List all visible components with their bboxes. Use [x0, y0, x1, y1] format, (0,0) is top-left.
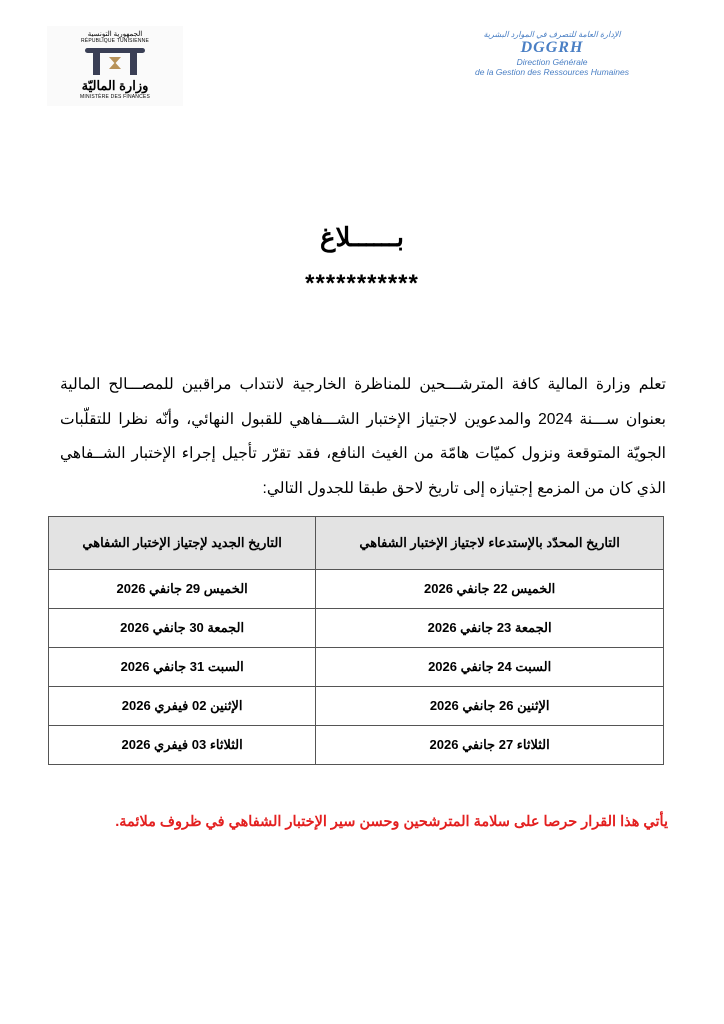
table-row	[49, 726, 664, 765]
logo-country-arabic: الجمهورية التونسية	[87, 31, 143, 38]
column-emblem-icon	[85, 48, 145, 76]
original-date: الخميس 22 جانفي 2026	[316, 570, 664, 609]
dggrh-french-line2: de la Gestion des Ressources Humaines	[474, 67, 630, 77]
original-date: السبت 24 جانفي 2026	[316, 648, 664, 687]
table-header-row	[49, 517, 664, 570]
table-row	[49, 609, 664, 648]
title-separator: ***********	[305, 270, 419, 297]
original-date: الإثنين 26 جانفي 2026	[316, 687, 664, 726]
footer-note: يأتي هذا القرار حرصا على سلامة المترشحين وحسن سير الإختبار الشفاهي في ظروف ملائمة.	[115, 814, 668, 830]
new-date: السبت 31 جانفي 2026	[49, 648, 316, 687]
new-date: الإثنين 02 فيفري 2026	[49, 687, 316, 726]
original-date: الجمعة 23 جانفي 2026	[316, 609, 664, 648]
logo-ministry-arabic: وزارة الماليّة	[81, 78, 149, 93]
dggrh-acronym: DGGRH	[520, 39, 584, 56]
table-row	[49, 687, 664, 726]
new-date: الخميس 29 جانفي 2026	[49, 570, 316, 609]
announcement-body: تعلم وزارة المالية كافة المترشـــحين للمناظرة الخارجية لانتداب مراقبين للمصـــالح المالية بعنوان ســـنة 2024 والمدعوين لاجتياز الإختبار الشـــفاهي للقبول النهائي، وأنّه نظرا للتقلّبات الجويّة المتوقعة ونزول كميّات هامّة من الغيث النافع، فقد تقرّر تأجيل إجراء الإختبار الشــفاهي الذي كان من المزمع إجتيازه إلى تاريخ لاحق طبقا للجدول التالي:	[60, 376, 666, 497]
new-date: الجمعة 30 جانفي 2026	[49, 609, 316, 648]
ministry-of-finance-logo	[47, 26, 183, 106]
new-date: الثلاثاء 03 فيفري 2026	[49, 726, 316, 765]
page-title: بــــــلاغ	[320, 222, 404, 252]
dggrh-french-line1: Direction Générale	[516, 57, 588, 67]
schedule-table	[48, 516, 664, 765]
original-date: الثلاثاء 27 جانفي 2026	[316, 726, 664, 765]
table-row	[49, 648, 664, 687]
dggrh-logo	[462, 30, 642, 77]
logo-ministry-french: MINISTÈRE DES FINANCES	[80, 94, 150, 100]
table-row	[49, 570, 664, 609]
dggrh-arabic: الإدارة العامة للتصرف في الموارد البشرية	[483, 30, 621, 39]
column-header-original-date: التاريخ المحدّد بالإستدعاء لاجتياز الإختبار الشفاهي	[316, 517, 664, 570]
column-header-new-date: التاريخ الجديد لإجتياز الإختبار الشفاهي	[49, 517, 316, 570]
logo-country-french: RÉPUBLIQUE TUNISIENNE	[80, 38, 149, 44]
